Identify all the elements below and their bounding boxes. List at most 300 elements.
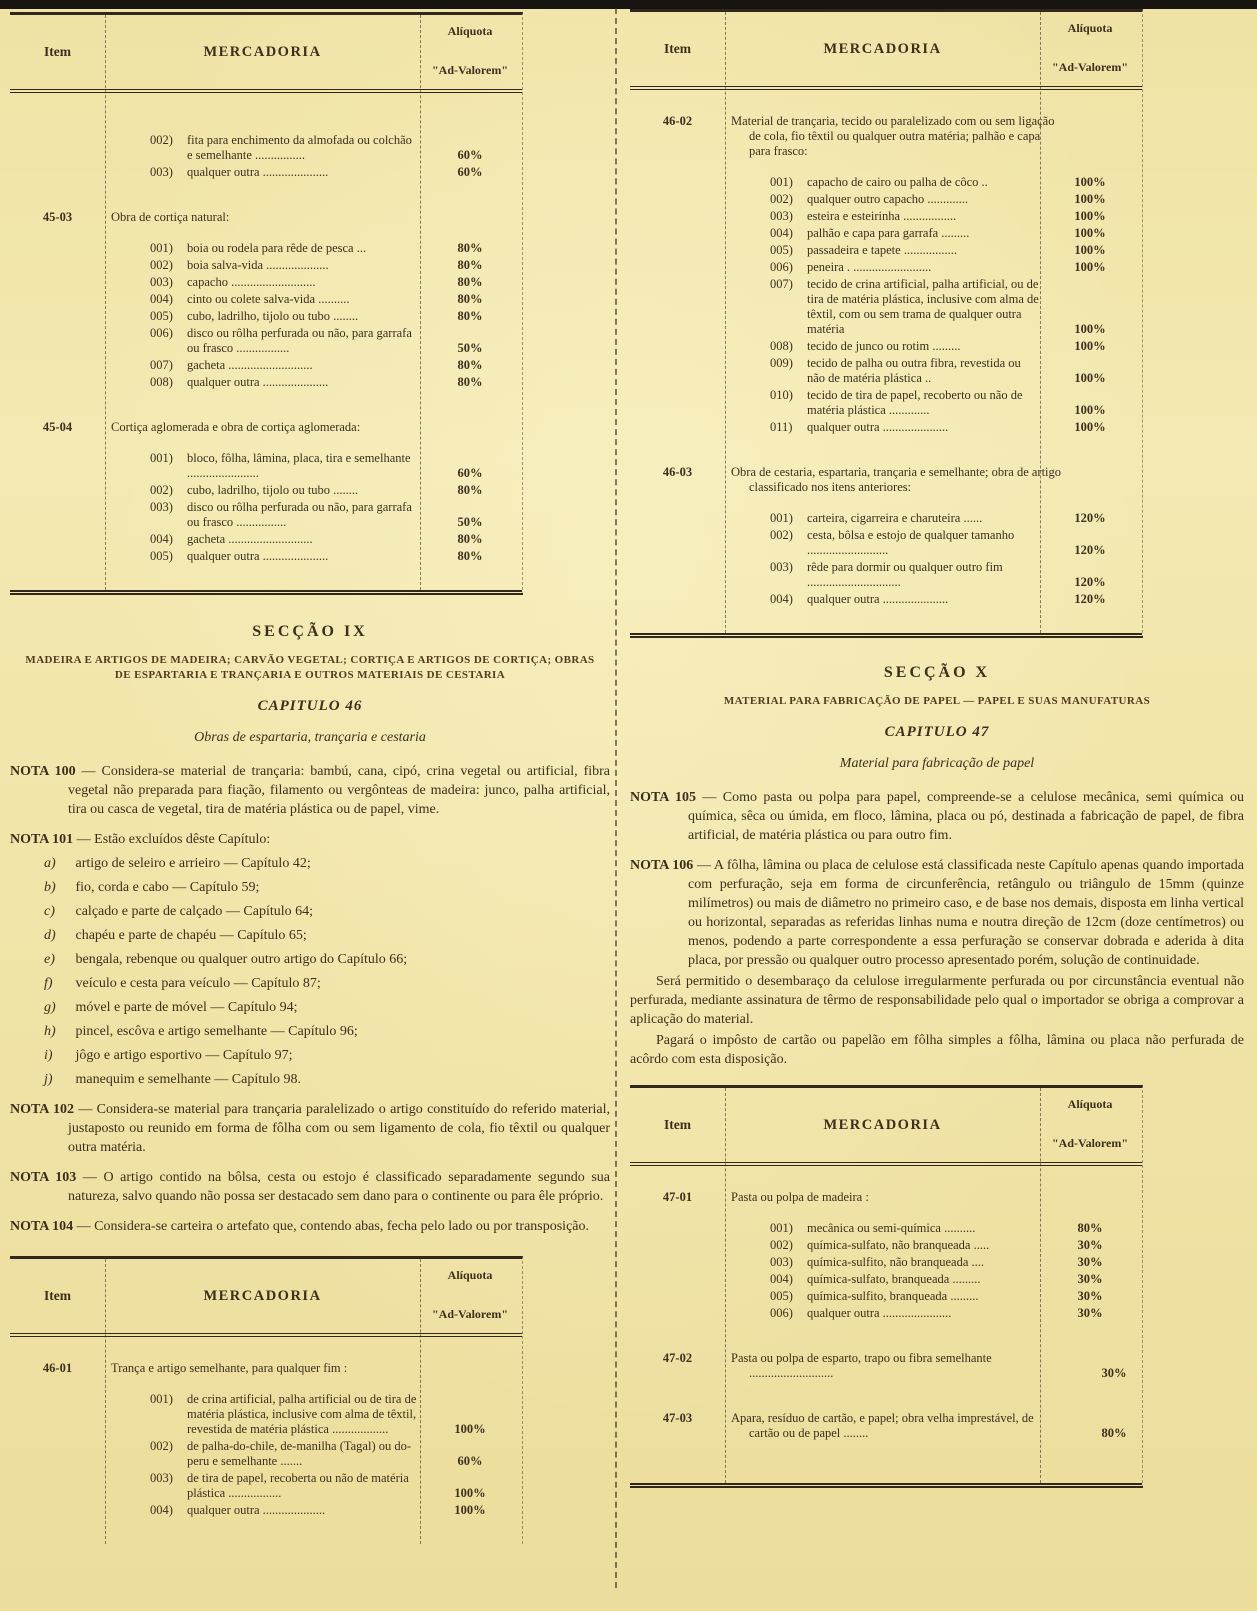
item-number: 002) [150, 258, 173, 272]
list-item-text: artigo de seleiro e arrieiro — Capítulo 42; [75, 856, 311, 871]
table-body [630, 1166, 1142, 1483]
table-header [630, 12, 1142, 90]
tariff-item-row [630, 1306, 1142, 1321]
item-rate: 60% [457, 466, 483, 480]
item-description: química-sulfito, branqueada ......... [807, 1289, 979, 1303]
item-description: qualquer outra .................... [187, 1503, 326, 1517]
group-heading: Cortiça aglomerada e obra de cortiça aglomerada: [111, 420, 361, 434]
tariff-item-row [630, 226, 1142, 241]
item-number: 001) [150, 451, 173, 465]
nota-label: NOTA 106 [630, 858, 694, 873]
nota-106-paragraph-2: Será permitido o desembaraço da celulose irregularmente perfurada ou por circunstância eventual não perfurada, mediante assinatura de têrmo de responsabilidade pelo qual o importador se obriga a comprovar a aplicação do material. [630, 974, 1244, 1027]
nota-105 [630, 788, 1244, 845]
group-code: 45-04 [42, 420, 73, 434]
item-rate: 50% [457, 515, 483, 529]
item-description: cubo, ladrilho, tijolo ou tubo ........ [187, 483, 359, 497]
item-number: 004) [150, 532, 173, 546]
item-number: 003) [770, 1255, 793, 1269]
chapter-title: CAPITULO 47 [884, 724, 990, 740]
item-number: 004) [150, 1503, 173, 1517]
mercadoria-column-header: MERCADORIA [203, 43, 322, 60]
tariff-item-row [630, 192, 1142, 207]
nota-text: — O artigo contido na bôlsa, cesta ou estojo é classificado separadamente segundo sua natureza, salvo quando não possa ser destacado sem dano para o continente ou para êle próprio. [68, 1170, 610, 1204]
list-item-text: chapéu e parte de chapéu — Capítulo 65; [75, 928, 307, 943]
table-body [10, 93, 522, 590]
list-item-letter: b) [44, 880, 56, 895]
section-subtitle: MATERIAL PARA FABRICAÇÃO DE PAPEL — PAPEL E SUAS MANUFATURAS [723, 695, 1151, 707]
item-description: qualquer outra ..................... [187, 165, 329, 179]
aliquota-column-header [420, 1259, 520, 1333]
item-rate: 80% [457, 358, 483, 372]
list-item-letter: f) [44, 976, 53, 991]
item-description: tecido de crina artificial, palha artificial, ou de tira de matéria plástica, inclusive com alma de têxtil, com ou sem trama de qualquer outra matéria [807, 277, 1039, 336]
group-heading-row [630, 1351, 1142, 1381]
item-rate: 120% [1074, 575, 1106, 589]
tariff-table-47 [630, 1085, 1143, 1488]
tariff-item-row [630, 560, 1142, 590]
item-number: 003) [150, 500, 173, 514]
group-heading-row [630, 114, 1142, 159]
item-number: 003) [150, 165, 173, 179]
item-rate: 100% [1074, 175, 1106, 189]
item-description: tecido de palha ou outra fibra, revestida ou não de matéria plástica .. [807, 356, 1021, 385]
tariff-item-row [630, 277, 1142, 337]
item-rate: 30% [1077, 1272, 1103, 1286]
item-description: química-sulfato, branqueada ......... [807, 1272, 981, 1286]
group-heading-row [10, 210, 522, 225]
item-number: 004) [770, 1272, 793, 1286]
mercadoria-column-header: MERCADORIA [823, 1116, 942, 1133]
item-rate: 120% [1074, 511, 1106, 525]
group-rate: 80% [1101, 1426, 1127, 1440]
item-rate: 50% [457, 341, 483, 355]
list-item-letter: i) [44, 1048, 53, 1063]
item-description: fita para enchimento da almofada ou colchão e semelhante ................ [187, 133, 412, 162]
tariff-item-row [630, 1289, 1142, 1304]
item-number: 002) [770, 1238, 793, 1252]
group-items [10, 451, 522, 564]
nota-list-item [10, 1071, 610, 1089]
item-column-header: Item [664, 1117, 691, 1132]
group-items [10, 241, 522, 390]
item-number: 006) [770, 260, 793, 274]
tariff-item-row [10, 500, 522, 530]
aliquota-label: Alíquota [447, 24, 493, 38]
tariff-item-row [630, 1238, 1142, 1253]
item-rate: 100% [1074, 226, 1106, 240]
group-heading-row [630, 1190, 1142, 1205]
item-description: qualquer outra ..................... [807, 420, 949, 434]
item-description: boia salva-vida .................... [187, 258, 329, 272]
section-title: SECÇÃO X [883, 664, 991, 681]
tariff-item-row [630, 1255, 1142, 1270]
item-description: de palha-do-chile, de-manilha (Tagal) ou do-peru e semelhante ....... [187, 1439, 412, 1468]
group-heading-row [10, 420, 522, 435]
item-rate: 100% [454, 1486, 486, 1500]
item-number: 011) [770, 420, 793, 434]
aliquota-label: Alíquota [1067, 21, 1113, 35]
chapter-subtitle: Obras de espartaria, trançaria e cestaria [194, 730, 426, 745]
item-description: cesta, bôlsa e estojo de qualquer tamanho .......................... [807, 528, 1015, 557]
group-heading: Pasta ou polpa de esparto, trapo ou fibra semelhante ........................... [731, 1351, 992, 1380]
item-number: 008) [770, 339, 793, 353]
nota-label: NOTA 105 [630, 790, 697, 805]
tariff-group [630, 1351, 1142, 1381]
tariff-item-row [10, 532, 522, 547]
item-rate: 80% [1077, 1221, 1103, 1235]
tariff-item-row [10, 326, 522, 356]
group-heading: Trança e artigo semelhante, para qualquer fim : [111, 1361, 348, 1375]
item-number: 001) [770, 511, 793, 525]
item-rate: 80% [457, 549, 483, 563]
item-description: disco ou rôlha perfurada ou não, para garrafa ou frasco ................ [187, 500, 412, 529]
aliquota-label: Alíquota [1067, 1097, 1113, 1111]
item-number: 009) [770, 356, 793, 370]
nota-text: — Considera-se carteira o artefato que, contendo abas, fecha pelo lado ou por transposição. [76, 1219, 589, 1234]
tariff-group [630, 1190, 1142, 1321]
list-item-text: veículo e cesta para veículo — Capítulo 87; [75, 976, 321, 991]
tariff-item-row [630, 420, 1142, 435]
group-items [10, 133, 522, 180]
tariff-item-row [10, 1439, 522, 1469]
table-body [10, 1337, 522, 1544]
item-column-header: Item [664, 41, 691, 56]
tariff-group [630, 114, 1142, 435]
nota-list-item [10, 1047, 610, 1065]
item-number: 005) [150, 549, 173, 563]
tariff-group [630, 1411, 1142, 1441]
list-item-letter: g) [44, 1000, 56, 1015]
item-rate: 100% [1074, 371, 1106, 385]
group-code: 46-02 [662, 114, 693, 128]
group-heading-row [630, 465, 1142, 495]
column-divider-rule [615, 8, 617, 1588]
tariff-item-row [10, 241, 522, 256]
item-number: 007) [150, 358, 173, 372]
tariff-group [10, 210, 522, 390]
item-number: 010) [770, 388, 793, 402]
list-item-text: fio, corda e cabo — Capítulo 59; [75, 880, 260, 895]
nota-list-item [10, 951, 610, 969]
item-description: passadeira e tapete ................. [807, 243, 957, 257]
tariff-item-row [10, 292, 522, 307]
nota-label: NOTA 104 [10, 1219, 74, 1234]
item-rate: 100% [1074, 420, 1106, 434]
list-item-letter: c) [44, 904, 55, 919]
list-item-text: pincel, escôva e artigo semelhante — Capítulo 96; [75, 1024, 358, 1039]
nota-100 [10, 762, 610, 819]
group-heading-row [10, 1361, 522, 1376]
aliquota-column-header [1040, 12, 1140, 86]
item-rate: 30% [1077, 1255, 1103, 1269]
item-number: 003) [770, 209, 793, 223]
item-description: gacheta ........................... [187, 532, 313, 546]
tariff-group [10, 133, 522, 180]
list-item-letter: a) [44, 856, 56, 871]
list-item-text: calçado e parte de calçado — Capítulo 64; [75, 904, 314, 919]
item-rate: 60% [457, 165, 483, 179]
ad-valorem-label: "Ad-Valorem" [1052, 60, 1128, 74]
item-number: 004) [150, 292, 173, 306]
item-rate: 80% [457, 275, 483, 289]
tariff-table-46-01 [10, 1256, 523, 1544]
right-column [630, 9, 1244, 1488]
tariff-item-row [630, 209, 1142, 224]
tariff-item-row [10, 1503, 522, 1518]
item-rate: 100% [1074, 403, 1106, 417]
mercadoria-column-header: MERCADORIA [203, 1287, 322, 1304]
item-description: qualquer outra ..................... [187, 375, 329, 389]
group-items [630, 175, 1142, 435]
group-code: 46-01 [42, 1361, 73, 1375]
item-description: esteira e esteirinha ................. [807, 209, 957, 223]
table-header [10, 15, 522, 93]
item-description: química-sulfito, não branqueada .... [807, 1255, 985, 1269]
nota-list-item [10, 903, 610, 921]
group-heading: Material de trançaria, tecido ou paralelizado com ou sem ligação de cola, fio têxtil ou qualquer outra matéria; palhão e capa para frasco: [731, 114, 1055, 158]
item-column-header: Item [44, 44, 71, 59]
nota-101 [10, 830, 610, 849]
item-number: 004) [770, 592, 793, 606]
item-rate: 100% [1074, 339, 1106, 353]
item-number: 005) [150, 309, 173, 323]
ad-valorem-label: "Ad-Valorem" [432, 63, 508, 77]
tariff-item-row [10, 309, 522, 324]
item-rate: 30% [1077, 1306, 1103, 1320]
item-number: 002) [770, 192, 793, 206]
group-items [630, 1221, 1142, 1321]
item-number: 003) [770, 560, 793, 574]
tariff-item-row [630, 339, 1142, 354]
item-description: rêde para dormir ou qualquer outro fim .............................. [807, 560, 1003, 589]
item-number: 003) [150, 275, 173, 289]
item-number: 007) [770, 277, 793, 291]
item-description: boia ou rodela para rêde de pesca ... [187, 241, 367, 255]
list-item-letter: j) [44, 1072, 53, 1087]
tariff-item-row [10, 133, 522, 163]
item-rate: 80% [457, 375, 483, 389]
item-description: cubo, ladrilho, tijolo ou tubo ........ [187, 309, 359, 323]
nota-text: — Estão excluídos dêste Capítulo: [76, 832, 271, 847]
item-number: 004) [770, 226, 793, 240]
item-description: cinto ou colete salva-vida .......... [187, 292, 350, 306]
item-description: química-sulfato, não branqueada ..... [807, 1238, 990, 1252]
section-subtitle: MADEIRA E ARTIGOS DE MADEIRA; CARVÃO VEGETAL; CORTIÇA E ARTIGOS DE CORTIÇA; OBRAS DE ESPARTARIA E TRANÇARIA E OUTROS MATERIAIS DE CESTARIA [25, 654, 595, 681]
item-number: 002) [150, 133, 173, 147]
item-rate: 80% [457, 532, 483, 546]
group-heading-row [630, 1411, 1142, 1441]
item-column-header: Item [44, 1288, 71, 1303]
tariff-item-row [10, 1392, 522, 1437]
nota-101-exclusion-list [10, 855, 610, 1089]
item-number: 001) [150, 241, 173, 255]
item-description: mecânica ou semi-química .......... [807, 1221, 976, 1235]
item-number: 008) [150, 375, 173, 389]
item-rate: 60% [457, 148, 483, 162]
ad-valorem-label: "Ad-Valorem" [1052, 1136, 1128, 1150]
table-body [630, 90, 1142, 633]
item-description: palhão e capa para garrafa ......... [807, 226, 970, 240]
tariff-item-row [10, 375, 522, 390]
item-rate: 120% [1074, 543, 1106, 557]
tariff-group [10, 1361, 522, 1518]
item-rate: 30% [1077, 1238, 1103, 1252]
list-item-text: bengala, rebenque ou qualquer outro artigo do Capítulo 66; [75, 952, 408, 967]
group-code: 45-03 [42, 210, 73, 224]
group-heading: Apara, resíduo de cartão, e papel; obra velha imprestável, de cartão ou de papel ........ [731, 1411, 1034, 1440]
item-number: 002) [770, 528, 793, 542]
aliquota-column-header [420, 15, 520, 89]
tariff-table-46 [630, 9, 1143, 638]
mercadoria-column-header: MERCADORIA [823, 40, 942, 57]
item-description: peneira . ......................... [807, 260, 932, 274]
list-item-letter: d) [44, 928, 56, 943]
chapter-subtitle: Material para fabricação de papel [839, 756, 1035, 771]
nota-label: NOTA 102 [10, 1102, 74, 1117]
item-rate: 80% [457, 309, 483, 323]
group-items [630, 511, 1142, 607]
item-number: 001) [770, 175, 793, 189]
tariff-item-row [630, 388, 1142, 418]
item-rate: 100% [1074, 209, 1106, 223]
group-heading: Pasta ou polpa de madeira : [731, 1190, 869, 1204]
item-number: 005) [770, 243, 793, 257]
tariff-item-row [10, 549, 522, 564]
nota-list-item [10, 1023, 610, 1041]
group-code: 47-03 [662, 1411, 693, 1425]
item-number: 003) [150, 1471, 173, 1485]
ad-valorem-label: "Ad-Valorem" [432, 1307, 508, 1321]
item-number: 006) [150, 326, 173, 340]
aliquota-label: Alíquota [447, 1268, 493, 1282]
list-item-text: móvel e parte de móvel — Capítulo 94; [75, 1000, 298, 1015]
item-description: tecido de tira de papel, recoberto ou não de matéria plástica ............. [807, 388, 1023, 417]
tariff-item-row [10, 258, 522, 273]
nota-text: — Considera-se material para trançaria paralelizado o artigo constituído do referido material, justaposto ou reunido em forma de fôlha com ou sem ligamento de cola, fio têxtil ou qualquer outra matéria. [68, 1102, 610, 1155]
nota-list-item [10, 975, 610, 993]
group-rate: 30% [1101, 1366, 1127, 1380]
item-description: qualquer outra ..................... [807, 592, 949, 606]
nota-list-item [10, 855, 610, 873]
nota-102 [10, 1100, 610, 1157]
nota-list-item [10, 879, 610, 897]
list-item-letter: h) [44, 1024, 56, 1039]
nota-103 [10, 1168, 610, 1206]
tariff-group [630, 465, 1142, 607]
tariff-item-row [630, 243, 1142, 258]
item-number: 002) [150, 1439, 173, 1453]
group-code: 46-03 [662, 465, 693, 479]
item-number: 002) [150, 483, 173, 497]
item-rate: 100% [1074, 243, 1106, 257]
list-item-text: manequim e semelhante — Capítulo 98. [75, 1072, 302, 1087]
nota-label: NOTA 103 [10, 1170, 77, 1185]
page-top-rule [0, 0, 1257, 9]
tariff-item-row [630, 356, 1142, 386]
item-rate: 60% [457, 1454, 483, 1468]
aliquota-column-header [1040, 1088, 1140, 1162]
tariff-item-row [630, 175, 1142, 190]
chapter-title: CAPITULO 46 [257, 698, 363, 714]
section-x-block [630, 664, 1244, 772]
list-item-text: jôgo e artigo esportivo — Capítulo 97; [75, 1048, 293, 1063]
item-description: disco ou rôlha perfurada ou não, para garrafa ou frasco ................. [187, 326, 412, 355]
tariff-item-row [10, 358, 522, 373]
item-rate: 100% [454, 1503, 486, 1517]
item-rate: 100% [454, 1422, 486, 1436]
tariff-group [10, 420, 522, 564]
nota-text: — Considera-se material de trançaria: bambú, cana, cipó, crina vegetal ou artificial, fibra vegetal não preparada para fiação, filamento ou vergônteas de madeira: junco, palha artificial, tira ou casca de vegetal, tira de matéria plástica ou de papel, vime. [68, 764, 611, 817]
table-header [630, 1088, 1142, 1166]
item-rate: 100% [1074, 322, 1106, 336]
group-heading: Obra de cestaria, espartaria, trançaria e semelhante; obra de artigo classificado nos itens anteriores: [731, 465, 1062, 494]
tariff-item-row [10, 1471, 522, 1501]
tariff-item-row [10, 275, 522, 290]
item-rate: 30% [1077, 1289, 1103, 1303]
tariff-item-row [10, 165, 522, 180]
item-rate: 120% [1074, 592, 1106, 606]
item-number: 001) [150, 1392, 173, 1406]
group-items [10, 1392, 522, 1518]
tariff-item-row [10, 451, 522, 481]
group-code: 47-02 [662, 1351, 693, 1365]
table-header [10, 1259, 522, 1337]
item-number: 006) [770, 1306, 793, 1320]
nota-106 [630, 856, 1244, 970]
tariff-item-row [630, 1272, 1142, 1287]
nota-list-item [10, 927, 610, 945]
item-rate: 80% [457, 258, 483, 272]
item-rate: 80% [457, 483, 483, 497]
item-number: 001) [770, 1221, 793, 1235]
item-description: capacho ........................... [187, 275, 316, 289]
group-code: 47-01 [662, 1190, 693, 1204]
item-number: 005) [770, 1289, 793, 1303]
list-item-letter: e) [44, 952, 55, 967]
section-ix-block [10, 623, 610, 746]
nota-104 [10, 1217, 610, 1236]
item-rate: 80% [457, 292, 483, 306]
tariff-item-row [630, 260, 1142, 275]
tariff-item-row [630, 592, 1142, 607]
tariff-item-row [10, 483, 522, 498]
tariff-item-row [630, 1221, 1142, 1236]
item-description: bloco, fôlha, lâmina, placa, tira e semelhante ....................... [187, 451, 411, 480]
item-description: qualquer outro capacho ............. [807, 192, 969, 206]
nota-label: NOTA 101 [10, 832, 74, 847]
item-description: carteira, cigarreira e charuteira ...... [807, 511, 983, 525]
nota-label: NOTA 100 [10, 764, 76, 779]
tariff-table-45 [10, 12, 523, 595]
item-rate: 100% [1074, 192, 1106, 206]
item-description: qualquer outra ..................... [187, 549, 329, 563]
nota-106-paragraph-3: Pagará o impôsto de cartão ou papelão em fôlha simples a fôlha, lâmina ou placa não perfurada de acôrdo com esta disposição. [630, 1033, 1244, 1067]
item-description: capacho de cairo ou palha de côco .. [807, 175, 988, 189]
item-description: tecido de junco ou rotim ......... [807, 339, 961, 353]
item-rate: 100% [1074, 260, 1106, 274]
item-description: de crina artificial, palha artificial ou de tira de matéria plástica, inclusive com alma de têxtil, revestida de matéria plástica .................. [187, 1392, 417, 1436]
item-description: de tira de papel, recoberta ou não de matéria plástica ................. [187, 1471, 409, 1500]
item-description: gacheta ........................... [187, 358, 313, 372]
tariff-item-row [630, 528, 1142, 558]
nota-list-item [10, 999, 610, 1017]
nota-text: — Como pasta ou polpa para papel, compreende-se a celulose mecânica, semi química ou química, sêca ou úmida, em floco, lâmina, placa ou pó, destinada a fabricação de papel, de fibra artificial, de matéria plástica ou para outro fim. [688, 790, 1244, 843]
item-description: qualquer outra ...................... [807, 1306, 952, 1320]
left-column [10, 12, 610, 1544]
group-heading: Obra de cortiça natural: [111, 210, 230, 224]
nota-text: — A fôlha, lâmina ou placa de celulose está classificada neste Capítulo apenas quando importada com perfuração, seja em forma de circunferência, retângulo ou triângulo de 15mm (quinze milímetros) ou mais de diâmetro no primeiro caso, e de base nos demais, disposta em linha vertical ou horizontal, separadas as referidas linhas numa e noutra direção de 12cm (doze centímetros) ou menos, podendo a parte correspondente a essa perfuração se conservar dobrada e aderida à dita placa, por pressão ou qualquer outro processo apresentado porém, solução de continuidade. [688, 858, 1245, 968]
item-rate: 80% [457, 241, 483, 255]
